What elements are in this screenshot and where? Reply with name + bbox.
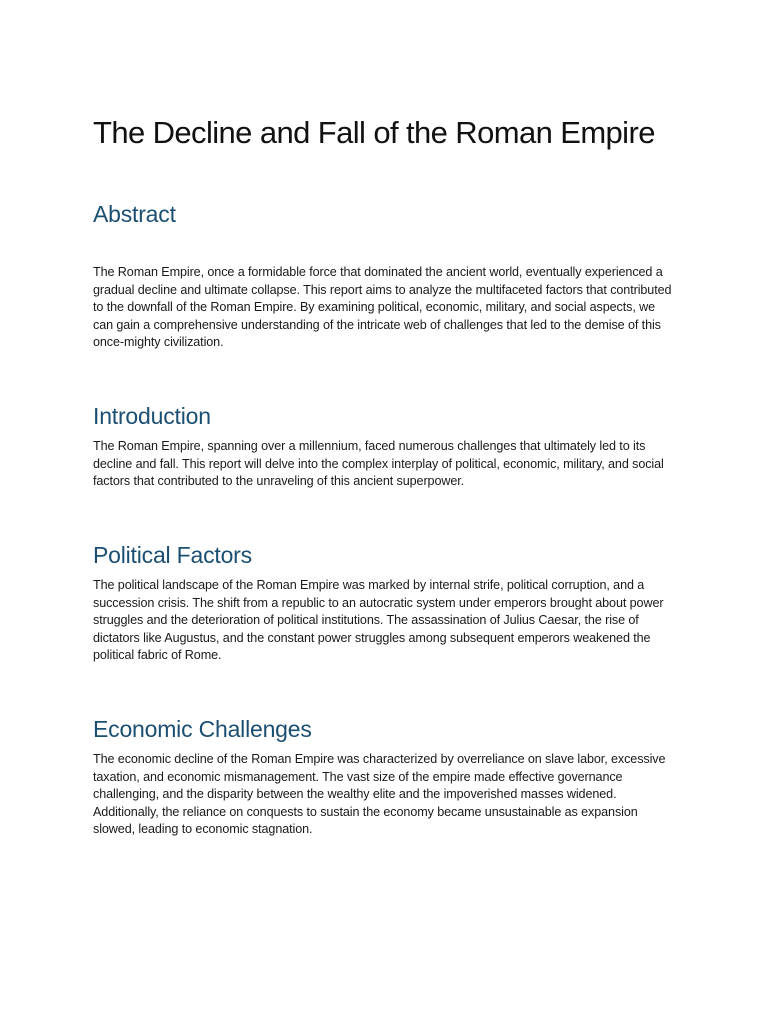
economic-challenges-paragraph: The economic decline of the Roman Empire was characterized by overreliance on slave labor, excessive taxation, and economic mismanagement. The vast size of the empire made effective governance challenging, and the disparity between the wealthy elite and the impoverished masses widened. Additionally, the reliance on conquests to sustain the economy became unsustainable as expansion slowed, leading to economic stagnation. (93, 752, 666, 836)
document-title: The Decline and Fall of the Roman Empire (93, 115, 655, 150)
economic-challenges-heading: Economic Challenges (93, 716, 312, 742)
abstract-paragraph: The Roman Empire, once a formidable force that dominated the ancient world, eventually experienced a gradual decline and ultimate collapse. This report aims to analyze the multifaceted factors that contributed to the downfall of the Roman Empire. By examining political, economic, military, and social aspects, we can gain a comprehensive understanding of the intricate web of challenges that led to the demise of this once-mighty civilization. (93, 265, 672, 349)
political-factors-paragraph: The political landscape of the Roman Empire was marked by internal strife, political corruption, and a succession crisis. The shift from a republic to an autocratic system under emperors brought about power struggles and the deterioration of political institutions. The assassination of Julius Caesar, the rise of dictators like Augustus, and the constant power struggles among subsequent emperors weakened the political fabric of Rome. (93, 578, 664, 662)
introduction-heading: Introduction (93, 403, 211, 429)
document-page (93, 0, 678, 1024)
introduction-paragraph: The Roman Empire, spanning over a millennium, faced numerous challenges that ultimately led to its decline and fall. This report will delve into the complex interplay of political, economic, military, and social factors that contributed to the unraveling of this ancient superpower. (93, 439, 664, 488)
abstract-heading: Abstract (93, 201, 176, 227)
political-factors-heading: Political Factors (93, 542, 252, 568)
